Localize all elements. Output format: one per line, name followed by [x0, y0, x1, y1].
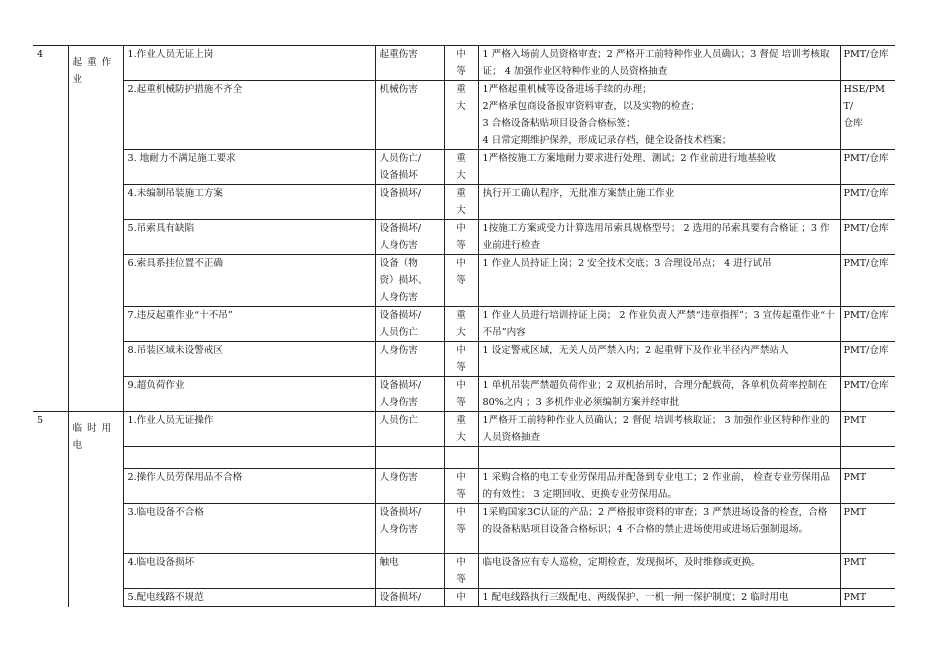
table-row — [33, 81, 895, 150]
control-measures-cell — [478, 255, 840, 307]
harm-type-cell-line: 设备损坏 — [379, 170, 418, 181]
responsible-cell — [840, 150, 895, 185]
harm-type-cell — [375, 220, 444, 255]
harm-type-cell — [375, 589, 444, 607]
control-measures-cell-line: 1严格开工前特种作业人员确认；2 督促 培训考核取证； 3 加强作业区特种作业的人员资格抽查 — [482, 415, 830, 443]
responsible-cell-line: HSE/PMT/ — [843, 84, 885, 112]
control-measures-cell — [478, 469, 840, 504]
hazard-cell — [123, 447, 375, 469]
responsible-cell — [840, 412, 895, 447]
harm-type-cell-line: 设备损坏/ — [379, 188, 422, 199]
risk-level-cell-line: 重 — [456, 188, 466, 199]
harm-type-cell — [375, 185, 444, 220]
harm-type-cell-line: 设备（物 — [379, 258, 418, 269]
risk-level-cell — [444, 150, 478, 185]
risk-level-cell-line: 等 — [456, 489, 466, 500]
risk-level-cell — [444, 589, 478, 607]
risk-assessment-sheet — [33, 45, 895, 625]
responsible-cell — [840, 255, 895, 307]
hazard-cell: 1.作业人员无证上岗 — [123, 46, 375, 81]
risk-level-cell — [444, 412, 478, 447]
hazard-cell: 2.起重机械防护措施不齐全 — [123, 81, 375, 150]
risk-level-cell-line: 大 — [456, 205, 466, 216]
risk-level-cell — [444, 255, 478, 307]
control-measures-cell — [478, 81, 840, 150]
harm-type-cell-line: 设备损坏/ — [379, 223, 422, 234]
table-row — [33, 342, 895, 377]
hazard-cell: 4.临电设备损坏 — [123, 554, 375, 589]
risk-level-cell-line: 大 — [456, 432, 466, 443]
risk-level-cell-line: 等 — [456, 524, 466, 535]
harm-type-cell-line: 设备损坏/ — [379, 507, 422, 518]
control-measures-cell-line: 1 设定警戒区域，无关人员严禁入内；2 起重臂下及作业半径内严禁站人 — [482, 345, 789, 356]
harm-type-cell-line: 人身伤害 — [379, 524, 418, 535]
risk-level-cell — [444, 469, 478, 504]
harm-type-cell — [375, 46, 444, 81]
harm-type-cell-line: 人员伤亡 — [379, 415, 418, 426]
table-row — [33, 412, 895, 447]
risk-level-cell-line: 重 — [456, 415, 466, 426]
hazard-cell: 5.吊索具有缺陷 — [123, 220, 375, 255]
control-measures-cell-line: 1 严格入场前人员资格审查；2 严格开工前特种作业人员确认；3 督促 培训考核取证； 4 加强作业区特种作业的人员资格抽查 — [482, 49, 830, 77]
risk-level-cell-line: 大 — [456, 327, 466, 338]
risk-level-cell-line: 中 — [456, 223, 466, 234]
responsible-cell-line: PMT/仓库 — [843, 345, 889, 356]
control-measures-cell — [478, 589, 840, 607]
table-row — [33, 447, 895, 469]
control-measures-cell-line: 执行开工确认程序，无批准方案禁止施工作业 — [482, 188, 675, 199]
harm-type-cell-line: 设备损坏/ — [379, 380, 422, 391]
responsible-cell — [840, 589, 895, 607]
responsible-cell-line: PMT/仓库 — [843, 380, 889, 391]
harm-type-cell-line: 人身伤害 — [379, 397, 418, 408]
responsible-cell-line: PMT/仓库 — [843, 310, 889, 321]
responsible-cell — [840, 46, 895, 81]
harm-type-cell-line: 设备损坏/ — [379, 310, 422, 321]
harm-type-cell-line: 人身伤害 — [379, 240, 418, 251]
risk-level-cell-line: 等 — [456, 240, 466, 251]
section-category: 临时用电 — [68, 412, 123, 607]
risk-level-cell — [444, 46, 478, 81]
risk-level-cell-line: 等 — [456, 397, 466, 408]
risk-level-cell-line: 中 — [456, 49, 466, 60]
hazard-cell: 8.吊装区域未设警戒区 — [123, 342, 375, 377]
control-measures-cell — [478, 185, 840, 220]
risk-table-body — [33, 46, 895, 607]
control-measures-cell-line: 2严格承包商设备报审资料审查，以及实物的检查； — [482, 101, 700, 112]
harm-type-cell — [375, 469, 444, 504]
harm-type-cell-line: 人身伤害 — [379, 472, 418, 483]
table-row — [33, 469, 895, 504]
harm-type-cell — [375, 81, 444, 150]
harm-type-cell-line: 人员伤亡/ — [379, 153, 422, 164]
table-row — [33, 220, 895, 255]
harm-type-cell — [375, 447, 444, 469]
risk-level-cell-line: 中 — [456, 507, 466, 518]
risk-level-cell-line: 重 — [456, 153, 466, 164]
control-measures-cell — [478, 412, 840, 447]
risk-level-cell — [444, 220, 478, 255]
control-measures-cell-line: 临电设备应有专人巡检，定期检查，发现损坏，及时维修或更换。 — [482, 557, 761, 568]
control-measures-cell-line: 1 单机吊装严禁超负荷作业；2 双机抬吊时，合理分配载荷，各单机负荷率控制在 80%之内 ；3 多机作业必须编制方案并经审批 — [482, 380, 827, 408]
responsible-cell-line: PMT — [843, 592, 867, 603]
responsible-cell — [840, 504, 895, 554]
control-measures-cell-line: 1按施工方案或受力计算选用吊索具规格型号； 2 选用的吊索具要有合格证 ；3 作业前进行检查 — [482, 223, 830, 251]
harm-type-cell — [375, 377, 444, 412]
table-row — [33, 307, 895, 342]
risk-level-cell — [444, 504, 478, 554]
harm-type-cell-line: 人身伤害 — [379, 292, 418, 303]
responsible-cell-line: PMT/仓库 — [843, 258, 889, 269]
table-row — [33, 46, 895, 81]
harm-type-cell — [375, 307, 444, 342]
harm-type-cell — [375, 150, 444, 185]
responsible-cell — [840, 469, 895, 504]
risk-level-cell-line: 重 — [456, 310, 466, 321]
control-measures-cell-line: 1严格起重机械等设备进场手续的办理； — [482, 84, 652, 95]
section-category: 起重作业 — [68, 46, 123, 412]
control-measures-cell — [478, 150, 840, 185]
responsible-cell-line: 仓库 — [843, 118, 863, 129]
control-measures-cell — [478, 447, 840, 469]
control-measures-cell-line: 1 作业人员进行培训持证上岗； 2 作业负责人严禁“违章指挥”；3 宣传起重作业“十不吊”内容 — [482, 310, 835, 338]
risk-level-cell — [444, 377, 478, 412]
hazard-cell: 7.违反起重作业“十不吊” — [123, 307, 375, 342]
responsible-cell-line: PMT/仓库 — [843, 188, 889, 199]
risk-level-cell-line: 等 — [456, 362, 466, 373]
control-measures-cell-line: 1采购国家3C认证的产品；2 严格报审资料的审查；3 严禁进场设备的检查，合格的设备粘贴项目设备合格标识；4 不合格的禁止进场使用或进场后强制退场。 — [482, 507, 828, 535]
hazard-cell: 9.超负荷作业 — [123, 377, 375, 412]
risk-level-cell — [444, 307, 478, 342]
risk-level-cell-line: 大 — [456, 101, 466, 112]
control-measures-cell-line: 4 日常定期维护保养，形成记录存档，健全设备技术档案； — [482, 135, 732, 146]
responsible-cell — [840, 307, 895, 342]
control-measures-cell — [478, 504, 840, 554]
control-measures-cell-line: 1严格按施工方案地耐力要求进行处理、测试；2 作业前进行地基验收 — [482, 153, 776, 164]
risk-level-cell-line: 中 — [456, 258, 466, 269]
risk-level-cell-line: 中 — [456, 557, 466, 568]
risk-level-cell — [444, 81, 478, 150]
responsible-cell-line: PMT — [843, 415, 867, 426]
control-measures-cell-line: 1 作业人员持证上岗；2 安全技术交底；3 合理设吊点； 4 进行试吊 — [482, 258, 772, 269]
responsible-cell — [840, 447, 895, 469]
control-measures-cell — [478, 307, 840, 342]
control-measures-cell-line: 1 配电线路执行三级配电、两级保护、一机一闸一保护制度；2 临时用电 — [482, 592, 789, 603]
responsible-cell-line: PMT — [843, 557, 867, 568]
table-row — [33, 589, 895, 607]
risk-level-cell-line: 重 — [456, 84, 466, 95]
risk-level-cell-line: 等 — [456, 275, 466, 286]
control-measures-cell-line: 1 采购合格的电工专业劳保用品并配备到专业电工；2 作业前， 检查专业劳保用品的有效性； 3 定期回收、更换专业劳保用品。 — [482, 472, 831, 500]
harm-type-cell — [375, 504, 444, 554]
risk-level-cell-line: 中 — [456, 380, 466, 391]
risk-level-cell-line: 中 — [456, 592, 466, 603]
section-number: 5 — [33, 412, 68, 607]
control-measures-cell — [478, 554, 840, 589]
harm-type-cell-line: 触电 — [379, 557, 399, 568]
responsible-cell-line: PMT/仓库 — [843, 153, 889, 164]
harm-type-cell-line: 起重伤害 — [379, 49, 418, 60]
table-row — [33, 255, 895, 307]
responsible-cell — [840, 220, 895, 255]
risk-level-cell — [444, 185, 478, 220]
risk-table — [33, 45, 895, 607]
section-number: 4 — [33, 46, 68, 412]
hazard-cell: 3. 地耐力不满足施工要求 — [123, 150, 375, 185]
risk-level-cell — [444, 342, 478, 377]
responsible-cell — [840, 342, 895, 377]
responsible-cell-line: PMT/仓库 — [843, 223, 889, 234]
harm-type-cell — [375, 412, 444, 447]
table-row — [33, 504, 895, 554]
responsible-cell-line: PMT — [843, 472, 867, 483]
table-row — [33, 554, 895, 589]
risk-level-cell — [444, 554, 478, 589]
responsible-cell — [840, 81, 895, 150]
table-row — [33, 185, 895, 220]
control-measures-cell — [478, 220, 840, 255]
harm-type-cell-line: 设备损坏/ — [379, 592, 422, 603]
control-measures-cell — [478, 46, 840, 81]
risk-level-cell-line: 大 — [456, 170, 466, 181]
harm-type-cell-line: 资）损坏、 — [379, 275, 428, 286]
hazard-cell: 5.配电线路不规范 — [123, 589, 375, 607]
risk-level-cell-line: 等 — [456, 66, 466, 77]
hazard-cell: 3.临电设备不合格 — [123, 504, 375, 554]
table-row — [33, 377, 895, 412]
risk-level-cell-line: 中 — [456, 472, 466, 483]
harm-type-cell-line: 机械伤害 — [379, 84, 418, 95]
control-measures-cell — [478, 342, 840, 377]
hazard-cell: 4.未编制吊装施工方案 — [123, 185, 375, 220]
responsible-cell — [840, 185, 895, 220]
control-measures-cell — [478, 377, 840, 412]
harm-type-cell — [375, 255, 444, 307]
risk-level-cell — [444, 447, 478, 469]
risk-level-cell-line: 中 — [456, 345, 466, 356]
harm-type-cell — [375, 342, 444, 377]
harm-type-cell-line: 人员伤亡 — [379, 327, 418, 338]
responsible-cell-line: PMT — [843, 507, 867, 518]
risk-level-cell-line: 等 — [456, 574, 466, 585]
harm-type-cell-line: 人身伤害 — [379, 345, 418, 356]
responsible-cell — [840, 554, 895, 589]
hazard-cell: 2.操作人员劳保用品不合格 — [123, 469, 375, 504]
responsible-cell-line: PMT/仓库 — [843, 49, 889, 60]
table-row — [33, 150, 895, 185]
hazard-cell: 1.作业人员无证操作 — [123, 412, 375, 447]
control-measures-cell-line: 3 合格设备粘贴项目设备合格标签； — [482, 118, 636, 129]
hazard-cell: 6.索具系挂位置不正确 — [123, 255, 375, 307]
responsible-cell — [840, 377, 895, 412]
harm-type-cell — [375, 554, 444, 589]
